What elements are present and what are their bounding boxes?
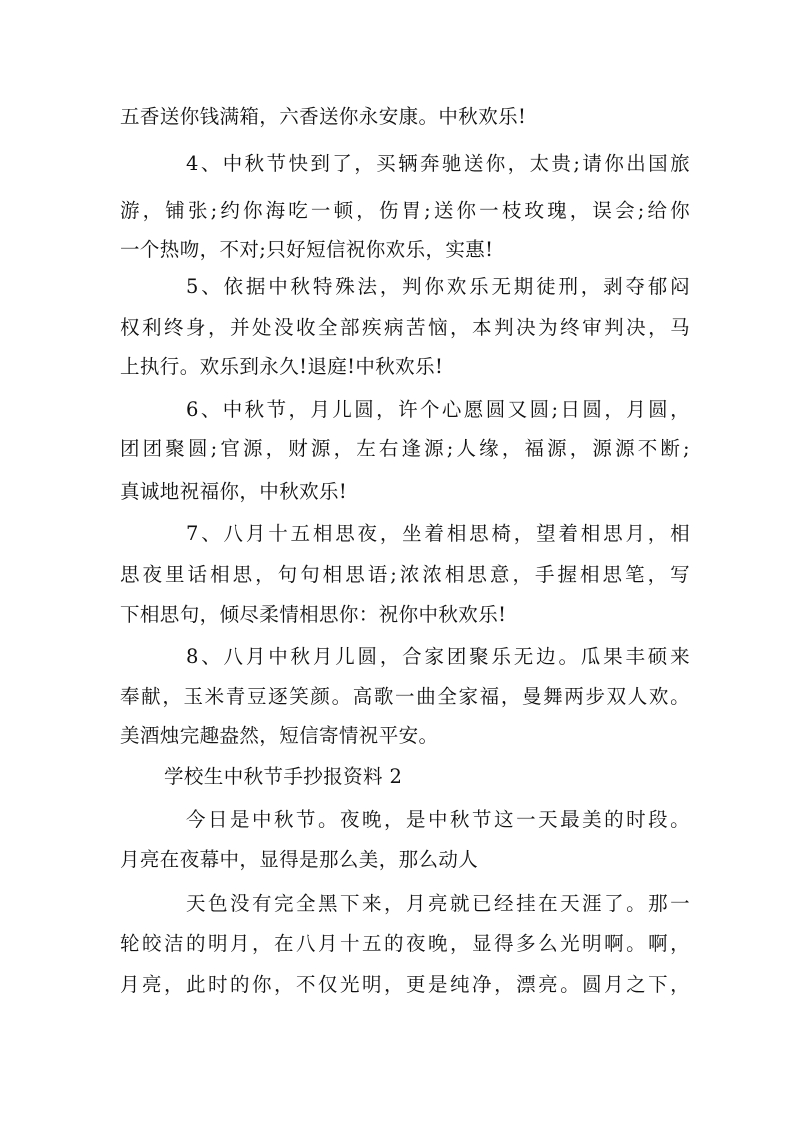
text-line-5: 5、依据中秋特殊法，判你欢乐无期徒刑，剥夺郁闷 xyxy=(186,275,690,298)
text-line-6: 权利终身，并处没收全部疾病苦恼，本判决为终审判决，马 xyxy=(120,316,690,339)
text-line-16: 美酒烛完趣盎然，短信寄情祝平安。 xyxy=(120,724,439,747)
text-line-18: 月亮在夜幕中，显得是那么美，那么动人 xyxy=(120,848,479,871)
text-line-19: 天色没有完全黑下来，月亮就已经挂在天涯了。那一 xyxy=(186,892,690,915)
text-line-7: 上执行。欢乐到永久!退庭!中秋欢乐! xyxy=(120,355,444,378)
text-line-4: 一个热吻，不对;只好短信祝你欢乐，实惠! xyxy=(120,238,494,261)
text-line-3: 游，铺张;约你海吃一顿，伤胃;送你一枝玫瑰，误会;给你 xyxy=(120,199,690,222)
text-line-9: 团团聚圆;官源，财源，左右逢源;人缘，福源，源源不断; xyxy=(120,437,690,460)
text-line-17: 今日是中秋节。夜晚，是中秋节这一天最美的时段。 xyxy=(186,808,690,831)
text-line-1: 五香送你钱满箱，六香送你永安康。中秋欢乐! xyxy=(120,105,527,128)
text-line-11: 7、八月十五相思夜，坐着相思椅，望着相思月，相 xyxy=(186,522,690,545)
text-line-13: 下相思句，倾尽柔情相思你：祝你中秋欢乐! xyxy=(120,603,507,626)
text-line-14: 8、八月中秋月儿圆，合家团聚乐无边。瓜果丰硕来 xyxy=(186,645,690,668)
text-line-15: 奉献，玉米青豆逐笑颜。高歌一曲全家福，曼舞两步双人欢。 xyxy=(120,685,690,708)
text-line-12: 思夜里话相思，句句相思语;浓浓相思意，手握相思笔，写 xyxy=(120,563,690,586)
text-line-10: 真诚地祝福你，中秋欢乐! xyxy=(120,480,348,503)
section-heading: 学校生中秋节手抄报资料 2 xyxy=(164,765,403,788)
text-line-20: 轮皎洁的明月，在八月十五的夜晚，显得多么光明啊。啊， xyxy=(120,932,690,955)
text-line-8: 6、中秋节，月儿圆，许个心愿圆又圆;日圆，月圆， xyxy=(186,398,690,421)
text-line-21: 月亮，此时的你，不仅光明，更是纯净，漂亮。圆月之下， xyxy=(120,973,690,996)
text-line-2: 4、中秋节快到了，买辆奔驰送你，太贵;请你出国旅 xyxy=(186,152,690,175)
